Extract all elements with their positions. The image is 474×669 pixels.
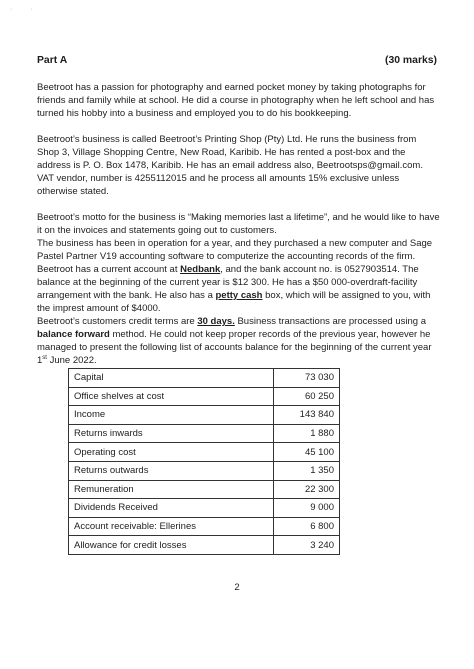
account-name: Remuneration xyxy=(69,480,274,499)
account-name: Allowance for credit losses xyxy=(69,536,274,555)
account-name: Dividends Received xyxy=(69,499,274,518)
table-row xyxy=(69,424,340,443)
banking-text-b: , and the bank account no. is 0527903514. The balance at the beginning of the current year is $12 300. He has a $50 000-overdraft-facility arrangement with the bank. He also has a xyxy=(37,264,419,301)
account-amount: 60 250 xyxy=(274,387,340,406)
account-name: Office shelves at cost xyxy=(69,387,274,406)
account-name: Income xyxy=(69,406,274,425)
banking-text-c: box, which will be assigned to you, with the imprest amount of $4000. xyxy=(37,290,431,314)
account-amount: 1 880 xyxy=(274,424,340,443)
credit-text-b: Business transactions are processed using a xyxy=(234,316,426,327)
table-row xyxy=(69,406,340,425)
table-row xyxy=(69,369,340,388)
paragraph-software: The business has been in operation for a year, and they purchased a new computer and Sage Pastel Partner V19 accounting software to computerize the accounting records of the firm. xyxy=(37,238,433,262)
scan-marks: · · xyxy=(10,6,41,13)
account-amount: 22 300 xyxy=(274,480,340,499)
table-row xyxy=(69,461,340,480)
marks-label: (30 marks) xyxy=(385,55,437,66)
account-name: Returns outwards xyxy=(69,461,274,480)
section-header xyxy=(37,55,437,66)
account-name: Account receivable: Ellerines xyxy=(69,517,274,536)
table-row xyxy=(69,443,340,462)
case-study-text xyxy=(37,81,441,367)
paragraph-background: Beetroot has a passion for photography and earned pocket money by taking photographs for friends and family while at school. He did a course in photography when he left school and has turned his hobby into a business and employed you to do his bookkeeping. xyxy=(37,82,435,119)
banking-text-a: Beetroot has a current account at xyxy=(37,264,181,275)
account-amount: 1 350 xyxy=(274,461,340,480)
account-name: Operating cost xyxy=(69,443,274,462)
account-amount: 73 030 xyxy=(274,369,340,388)
paragraph-credit-terms xyxy=(37,315,441,367)
ordinal-suffix: st xyxy=(42,354,47,361)
account-amount: 3 240 xyxy=(274,536,340,555)
account-amount: 45 100 xyxy=(274,443,340,462)
credit-text-a: Beetroot’s customers credit terms are xyxy=(37,316,198,327)
account-name: Capital xyxy=(69,369,274,388)
table-row xyxy=(69,536,340,555)
paragraph-banking xyxy=(37,263,441,315)
balance-forward-term: balance forward xyxy=(37,329,110,340)
page-number: 2 xyxy=(234,582,240,593)
table-row xyxy=(69,480,340,499)
bank-name: Nedbank xyxy=(180,264,221,275)
table-row xyxy=(69,387,340,406)
table-row xyxy=(69,517,340,536)
account-amount: 9 000 xyxy=(274,499,340,518)
petty-cash-term: petty cash xyxy=(215,290,263,301)
credit-text-d: June 2022. xyxy=(46,355,97,366)
paragraph-motto: Beetroot’s motto for the business is “Making memories last a lifetime”, and he would like to have it on the invoices and statements going out to customers. xyxy=(37,212,440,236)
account-amount: 6 800 xyxy=(274,517,340,536)
account-name: Returns inwards xyxy=(69,424,274,443)
account-amount: 143 840 xyxy=(274,406,340,425)
table-row xyxy=(69,499,340,518)
credit-text-c: method. He could not keep proper records of the previous year, however he managed to present the following list of accounts balance for the beginning of the current year 1 xyxy=(37,329,432,366)
part-title: Part A xyxy=(37,55,68,66)
credit-days: 30 days. xyxy=(197,316,235,327)
paragraph-business-details: Beetroot’s business is called Beetroot’s Printing Shop (Pty) Ltd. He runs the business from Shop 3, Village Shopping Centre, New Road, Karibib. He has rented a post-box and the address is P. O. Box 1478, Karibib. He has an email address also, Beetrootsps@gmail.com. VAT vendor, number is 4255112015 and he process all amounts 15% exclusive unless otherwise stated. xyxy=(37,134,423,197)
account-balances-table xyxy=(68,368,340,555)
